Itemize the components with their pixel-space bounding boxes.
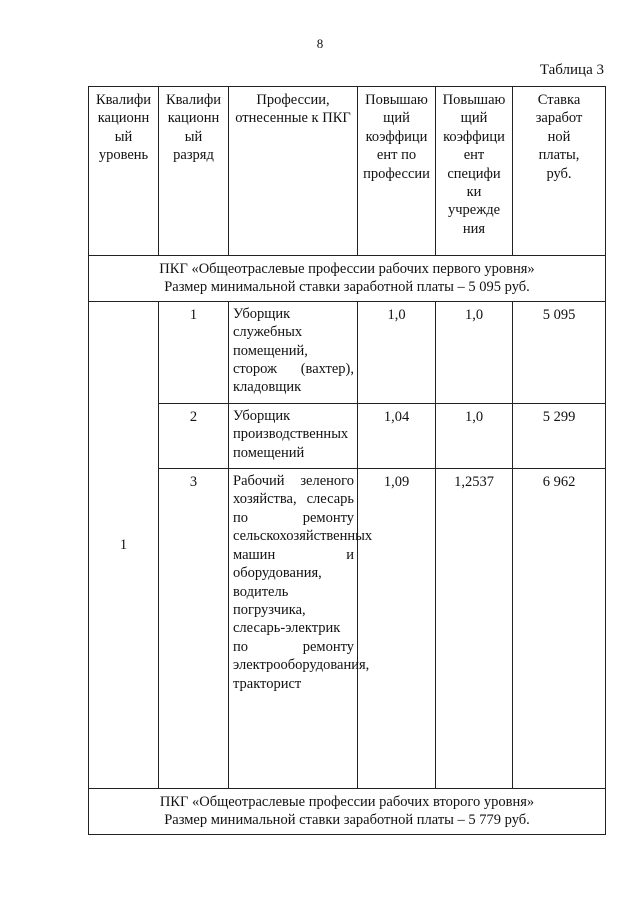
grade-cell: 3 <box>159 469 229 789</box>
profession-cell: Уборщик служебных помещений, сторож (вахтер), кладовщик <box>229 301 358 403</box>
table-row <box>89 403 606 468</box>
header-professions: Профессии, отнесенные к ПКГ <box>229 87 358 256</box>
institution-coefficient-cell: 1,0 <box>436 403 513 468</box>
group-title: ПКГ «Общеотраслевые профессии рабочих первого уровня» <box>159 261 535 277</box>
wage-table <box>88 86 606 835</box>
profession-cell: Рабочий зеленого хозяйства, слесарь по ремонту сельскохозяйственных машин и оборудования, водитель погрузчика, слесарь-электрик по ремонту электрооборудования, тракторист <box>229 469 358 789</box>
profession-cell: Уборщик производственных помещений <box>229 403 358 468</box>
group-row-second-level <box>89 789 606 835</box>
wage-rate-cell: 5 095 <box>513 301 606 403</box>
table-caption: Таблица 3 <box>539 62 604 78</box>
group-row-first-level <box>89 256 606 302</box>
page-number: 8 <box>316 36 324 51</box>
group-min-rate: Размер минимальной ставки заработной платы – 5 779 руб. <box>164 812 530 829</box>
group-title: ПКГ «Общеотраслевые профессии рабочих второго уровня» <box>159 794 535 811</box>
table-row <box>89 301 606 403</box>
group-min-rate: Размер минимальной ставки заработной платы – 5 095 руб. <box>164 279 530 296</box>
level-cell: 1 <box>89 301 159 788</box>
profession-coefficient-cell: 1,04 <box>358 403 436 468</box>
profession-coefficient-cell: 1,0 <box>358 301 436 403</box>
header-wage-rate: Ставка заработ ной платы, руб. <box>513 87 606 256</box>
header-qualification-grade: Квалифи кационн ый разряд <box>159 87 229 256</box>
header-institution-coefficient: Повышаю щий коэффици ент специфи ки учрежде ния <box>436 87 513 256</box>
profession-coefficient-cell: 1,09 <box>358 469 436 789</box>
table-header-row <box>89 87 606 256</box>
institution-coefficient-cell: 1,2537 <box>436 469 513 789</box>
group-heading <box>89 789 606 835</box>
header-qualification-level: Квалифи кационн ый уровень <box>89 87 159 256</box>
group-heading <box>89 256 606 302</box>
header-profession-coefficient: Повышаю щий коэффици ент по профессии <box>358 87 436 256</box>
table-row <box>89 469 606 789</box>
wage-rate-cell: 6 962 <box>513 469 606 789</box>
institution-coefficient-cell: 1,0 <box>436 301 513 403</box>
grade-cell: 2 <box>159 403 229 468</box>
grade-cell: 1 <box>159 301 229 403</box>
wage-rate-cell: 5 299 <box>513 403 606 468</box>
